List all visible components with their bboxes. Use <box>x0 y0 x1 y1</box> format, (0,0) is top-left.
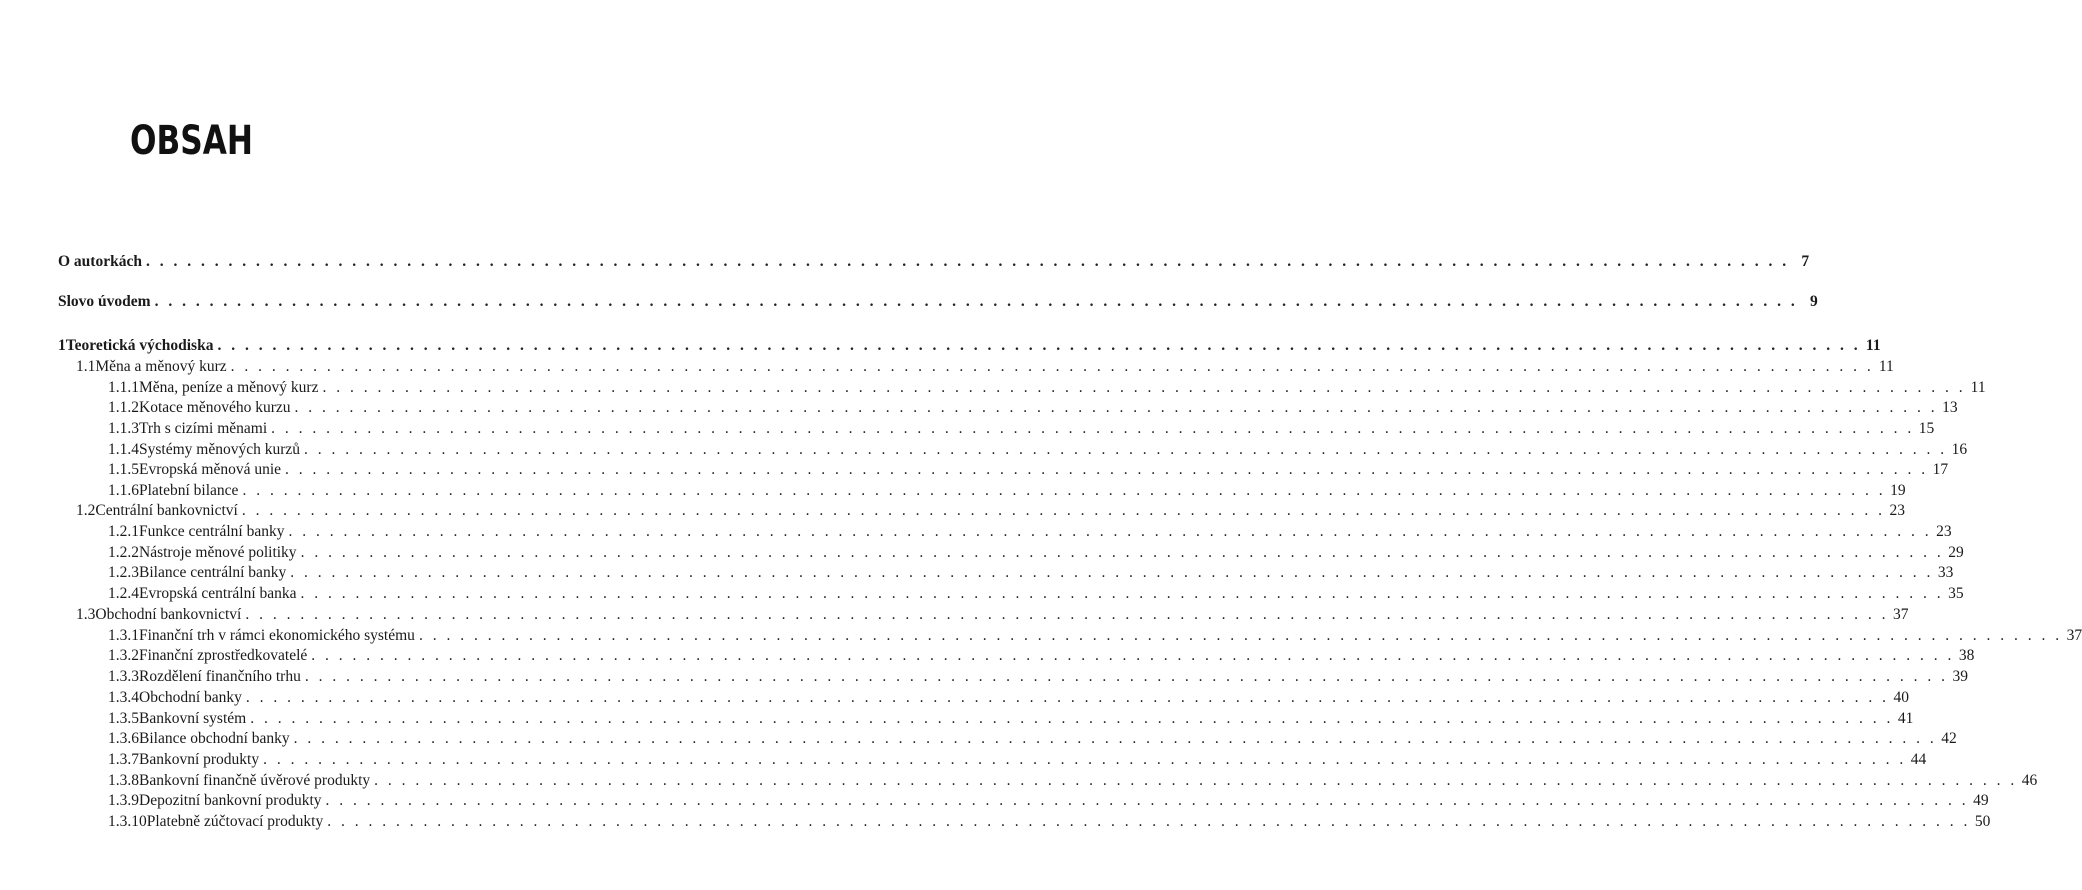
toc-entry-number: 1.3.4 <box>108 689 139 706</box>
toc-entry-page-number: 42 <box>1941 730 1957 747</box>
toc-entry <box>108 440 1968 460</box>
toc-entry-title: Depozitní bankovní produkty <box>139 792 322 809</box>
toc-entry-title: Nástroje měnové politiky <box>139 544 297 561</box>
dot-leader: . . . . . . . . . . . . . . . . . . . . . . . . . . . . . . . . . . . . . . . . . . . . . . . . . . . . . . . . . . . . . . . . . . . . . . . . . . . . . . . . . . . . . . . . . . . . . . . . . . . . . . . . . . . . . . . . . . . . . . . . <box>304 441 1948 458</box>
dot-leader: . . . . . . . . . . . . . . . . . . . . . . . . . . . . . . . . . . . . . . . . . . . . . . . . . . . . . . . . . . . . . . . . . . . . . . . . . . . . . . . . . . . . . . . . . . . . . . . . . . . . . . . . . . . . . . . . . . . . . . . . <box>290 564 1934 581</box>
toc-entry <box>108 584 1964 604</box>
toc-entry-page-number: 11 <box>1970 379 1986 396</box>
toc-entry <box>76 357 1894 377</box>
toc-entry-page-number: 11 <box>1878 358 1894 375</box>
toc-entry-title: Platebně zúčtovací produkty <box>146 813 324 830</box>
toc-entry-title: O autorkách <box>58 253 142 270</box>
toc-entry <box>108 522 1952 542</box>
toc-entry-page-number: 23 <box>1936 523 1952 540</box>
toc-entry <box>58 252 1810 272</box>
toc-entry-page-number: 40 <box>1893 689 1910 706</box>
toc-entry <box>108 563 1954 583</box>
toc-entry <box>108 709 1914 729</box>
toc-entry-page-number: 37 <box>2066 627 2082 644</box>
toc-entry-title: Teoretická východiska <box>65 337 214 354</box>
toc-entry-number: 1.2 <box>76 502 96 519</box>
toc-entry-title: Bankovní finančně úvěrové produkty <box>139 772 371 789</box>
toc-entry-number: 1.3.9 <box>108 792 139 809</box>
toc-entry-number: 1.3 <box>76 606 96 623</box>
toc-entry-title: Měna a měnový kurz <box>95 358 227 375</box>
toc-entry-number: 1.2.3 <box>108 564 139 581</box>
toc-entry-number: 1 <box>58 337 66 354</box>
toc-entry-page-number: 39 <box>1952 668 1968 685</box>
dot-leader: . . . . . . . . . . . . . . . . . . . . . . . . . . . . . . . . . . . . . . . . . . . . . . . . . . . . . . . . . . . . . . . . . . . . . . . . . . . . . . . . . . . . . . . . . . . . . . . . . . . . . . . . . . . . . . . . . . . . . . . . <box>245 606 1889 623</box>
dot-leader: . . . . . . . . . . . . . . . . . . . . . . . . . . . . . . . . . . . . . . . . . . . . . . . . . . . . . . . . . . . . . . . . . . . . . . . . . . . . . . . . . . . . . . . . . . . . . . . . . . . . . . . . . . . . . . . . . . . . . . . . <box>241 502 1885 519</box>
toc-entry-page-number: 41 <box>1897 710 1914 727</box>
toc-entry-number: 1.1.4 <box>108 441 139 458</box>
dot-leader: . . . . . . . . . . . . . . . . . . . . . . . . . . . . . . . . . . . . . . . . . . . . . . . . . . . . . . . . . . . . . . . . . . . . . . . . . . . . . . . . . . . . . . . . . . . . . . . . . . . . . . . . . . . . . . . . . . . . . . . . <box>300 585 1944 602</box>
toc-entry-title: Systémy měnových kurzů <box>139 441 301 458</box>
dot-leader: . . . . . . . . . . . . . . . . . . . . . . . . . . . . . . . . . . . . . . . . . . . . . . . . . . . . . . . . . . . . . . . . . . . . . . . . . . . . . . . . . . . . . . . . . . . . . . . . . . . . . . . . . . . . . . . . . . . . . . . . <box>145 253 1790 270</box>
toc-entry-number: 1.3.3 <box>108 668 139 685</box>
toc-entry-page-number: 35 <box>1948 585 1964 602</box>
dot-leader: . . . . . . . . . . . . . . . . . . . . . . . . . . . . . . . . . . . . . . . . . . . . . . . . . . . . . . . . . . . . . . . . . . . . . . . . . . . . . . . . . . . . . . . . . . . . . . . . . . . . . . . . . . . . . . . . . . . . . . . . <box>271 420 1915 437</box>
toc-entry <box>108 419 1935 439</box>
toc-entry-page-number: 16 <box>1951 441 1968 458</box>
dot-leader: . . . . . . . . . . . . . . . . . . . . . . . . . . . . . . . . . . . . . . . . . . . . . . . . . . . . . . . . . . . . . . . . . . . . . . . . . . . . . . . . . . . . . . . . . . . . . . . . . . . . . . . . . . . . . . . . . . . . . . . . <box>230 358 1874 375</box>
toc-entry-number: 1.3.1 <box>108 627 139 644</box>
toc-entry-title: Finanční trh v rámci ekonomického systému <box>139 627 415 644</box>
toc-entry-title: Evropská centrální banka <box>139 585 297 602</box>
toc-entry-number: 1.1.2 <box>108 399 139 416</box>
toc-entry-page-number: 33 <box>1937 564 1954 581</box>
dot-leader: . . . . . . . . . . . . . . . . . . . . . . . . . . . . . . . . . . . . . . . . . . . . . . . . . . . . . . . . . . . . . . . . . . . . . . . . . . . . . . . . . . . . . . . . . . . . . . . . . . . . . . . . . . . . . . . . . . . . . . . . <box>263 751 1907 768</box>
page-title: OBSAH <box>130 118 254 164</box>
toc-entry-title: Funkce centrální banky <box>139 523 285 540</box>
toc-entry-page-number: 38 <box>1958 647 1975 664</box>
dot-leader: . . . . . . . . . . . . . . . . . . . . . . . . . . . . . . . . . . . . . . . . . . . . . . . . . . . . . . . . . . . . . . . . . . . . . . . . . . . . . . . . . . . . . . . . . . . . . . . . . . . . . . . . . . . . . . . . . . . . . . . . <box>418 627 2063 644</box>
toc-entry <box>108 791 1989 811</box>
toc-entry-number: 1.1.3 <box>108 420 139 437</box>
toc-entry <box>108 626 2082 646</box>
toc-entry-title: Slovo úvodem <box>58 293 151 310</box>
dot-leader: . . . . . . . . . . . . . . . . . . . . . . . . . . . . . . . . . . . . . . . . . . . . . . . . . . . . . . . . . . . . . . . . . . . . . . . . . . . . . . . . . . . . . . . . . . . . . . . . . . . . . . . . . . . . . . . . . . . . . . . . <box>300 544 1944 561</box>
toc-entry <box>108 646 1975 666</box>
toc-entry-number: 1.3.8 <box>108 772 139 789</box>
toc-entry-title: Evropská měnová unie <box>139 461 282 478</box>
toc-entry-page-number: 9 <box>1809 293 1818 310</box>
dot-leader: . . . . . . . . . . . . . . . . . . . . . . . . . . . . . . . . . . . . . . . . . . . . . . . . . . . . . . . . . . . . . . . . . . . . . . . . . . . . . . . . . . . . . . . . . . . . . . . . . . . . . . . . . . . . . . . . . . . . . . . . <box>288 523 1932 540</box>
toc-entry-number: 1.1.1 <box>108 379 139 396</box>
dot-leader: . . . . . . . . . . . . . . . . . . . . . . . . . . . . . . . . . . . . . . . . . . . . . . . . . . . . . . . . . . . . . . . . . . . . . . . . . . . . . . . . . . . . . . . . . . . . . . . . . . . . . . . . . . . . . . . . . . . . . . . . <box>294 399 1938 416</box>
dot-leader: . . . . . . . . . . . . . . . . . . . . . . . . . . . . . . . . . . . . . . . . . . . . . . . . . . . . . . . . . . . . . . . . . . . . . . . . . . . . . . . . . . . . . . . . . . . . . . . . . . . . . . . . . . . . . . . . . . . . . . . . <box>154 293 1798 310</box>
dot-leader: . . . . . . . . . . . . . . . . . . . . . . . . . . . . . . . . . . . . . . . . . . . . . . . . . . . . . . . . . . . . . . . . . . . . . . . . . . . . . . . . . . . . . . . . . . . . . . . . . . . . . . . . . . . . . . . . . . . . . . . . <box>217 337 1861 354</box>
toc-entry <box>108 771 2038 791</box>
dot-leader: . . . . . . . . . . . . . . . . . . . . . . . . . . . . . . . . . . . . . . . . . . . . . . . . . . . . . . . . . . . . . . . . . . . . . . . . . . . . . . . . . . . . . . . . . . . . . . . . . . . . . . . . . . . . . . . . . . . . . . . . <box>322 379 1966 396</box>
dot-leader: . . . . . . . . . . . . . . . . . . . . . . . . . . . . . . . . . . . . . . . . . . . . . . . . . . . . . . . . . . . . . . . . . . . . . . . . . . . . . . . . . . . . . . . . . . . . . . . . . . . . . . . . . . . . . . . . . . . . . . . . <box>325 792 1969 809</box>
toc-entry-page-number: 44 <box>1910 751 1927 768</box>
toc-entry <box>108 688 1910 708</box>
toc-entry-number: 1.2.4 <box>108 585 139 602</box>
toc-entry-page-number: 11 <box>1865 337 1881 354</box>
toc-entry-number: 1.3.2 <box>108 647 139 664</box>
toc-entry-number: 1.3.10 <box>108 813 147 830</box>
dot-leader: . . . . . . . . . . . . . . . . . . . . . . . . . . . . . . . . . . . . . . . . . . . . . . . . . . . . . . . . . . . . . . . . . . . . . . . . . . . . . . . . . . . . . . . . . . . . . . . . . . . . . . . . . . . . . . . . . . . . . . . . <box>304 668 1948 685</box>
toc-entry-page-number: 49 <box>1973 792 1989 809</box>
toc-entry-title: Trh s cizími měnami <box>139 420 268 437</box>
toc-entry-number: 1.2.1 <box>108 523 139 540</box>
toc-entry-page-number: 46 <box>2021 772 2038 789</box>
toc-entry <box>108 481 1906 501</box>
dot-leader: . . . . . . . . . . . . . . . . . . . . . . . . . . . . . . . . . . . . . . . . . . . . . . . . . . . . . . . . . . . . . . . . . . . . . . . . . . . . . . . . . . . . . . . . . . . . . . . . . . . . . . . . . . . . . . . . . . . . . . . . <box>311 647 1955 664</box>
toc-entry-page-number: 50 <box>1974 813 1991 830</box>
toc-entry-title: Obchodní banky <box>139 689 242 706</box>
toc-entry <box>108 543 1964 563</box>
toc-entry <box>108 398 1958 418</box>
toc-entry <box>108 460 1949 480</box>
toc-entry <box>108 750 1927 770</box>
toc-entry-page-number: 37 <box>1892 606 1909 623</box>
toc-entry-number: 1.3.6 <box>108 730 139 747</box>
toc-entry-page-number: 7 <box>1801 253 1810 270</box>
toc-entry-page-number: 23 <box>1889 502 1905 519</box>
dot-leader: . . . . . . . . . . . . . . . . . . . . . . . . . . . . . . . . . . . . . . . . . . . . . . . . . . . . . . . . . . . . . . . . . . . . . . . . . . . . . . . . . . . . . . . . . . . . . . . . . . . . . . . . . . . . . . . . . . . . . . . . <box>293 730 1937 747</box>
toc-entry-title: Bilance obchodní banky <box>139 730 290 747</box>
toc-entry <box>108 378 1986 398</box>
toc-entry-number: 1.3.5 <box>108 710 139 727</box>
toc-entry-number: 1.1.5 <box>108 461 139 478</box>
toc-entry-title: Bankovní produkty <box>139 751 260 768</box>
toc-entry <box>108 812 1991 832</box>
dot-leader: . . . . . . . . . . . . . . . . . . . . . . . . . . . . . . . . . . . . . . . . . . . . . . . . . . . . . . . . . . . . . . . . . . . . . . . . . . . . . . . . . . . . . . . . . . . . . . . . . . . . . . . . . . . . . . . . . . . . . . . . <box>374 772 2018 789</box>
toc-entry-title: Platební bilance <box>139 482 239 499</box>
dot-leader: . . . . . . . . . . . . . . . . . . . . . . . . . . . . . . . . . . . . . . . . . . . . . . . . . . . . . . . . . . . . . . . . . . . . . . . . . . . . . . . . . . . . . . . . . . . . . . . . . . . . . . . . . . . . . . . . . . . . . . . . <box>242 482 1886 499</box>
toc-entry-title: Obchodní bankovnictví <box>95 606 242 623</box>
dot-leader: . . . . . . . . . . . . . . . . . . . . . . . . . . . . . . . . . . . . . . . . . . . . . . . . . . . . . . . . . . . . . . . . . . . . . . . . . . . . . . . . . . . . . . . . . . . . . . . . . . . . . . . . . . . . . . . . . . . . . . . . <box>245 689 1890 706</box>
toc-entry-number: 1.3.7 <box>108 751 139 768</box>
toc-entry-title: Bankovní systém <box>139 710 247 727</box>
toc-entry-page-number: 29 <box>1948 544 1964 561</box>
toc-entry-title: Měna, peníze a měnový kurz <box>139 379 319 396</box>
dot-leader: . . . . . . . . . . . . . . . . . . . . . . . . . . . . . . . . . . . . . . . . . . . . . . . . . . . . . . . . . . . . . . . . . . . . . . . . . . . . . . . . . . . . . . . . . . . . . . . . . . . . . . . . . . . . . . . . . . . . . . . . <box>250 710 1894 727</box>
toc-entry <box>58 292 1818 312</box>
toc-entry-number: 1.2.2 <box>108 544 139 561</box>
toc-entry-page-number: 15 <box>1918 420 1935 437</box>
toc-entry <box>108 667 1968 687</box>
toc-entry-page-number: 13 <box>1942 399 1958 416</box>
toc-entry-title: Kotace měnového kurzu <box>139 399 291 416</box>
dot-leader: . . . . . . . . . . . . . . . . . . . . . . . . . . . . . . . . . . . . . . . . . . . . . . . . . . . . . . . . . . . . . . . . . . . . . . . . . . . . . . . . . . . . . . . . . . . . . . . . . . . . . . . . . . . . . . . . . . . . . . . . <box>327 813 1971 830</box>
toc-entry-page-number: 17 <box>1932 461 1949 478</box>
toc-entry-title: Finanční zprostředkovatelé <box>139 647 308 664</box>
toc-entry-title: Centrální bankovnictví <box>95 502 238 519</box>
toc-entry <box>76 501 1905 521</box>
toc-entry-title: Rozdělení finančního trhu <box>139 668 301 685</box>
toc-entry <box>76 605 1909 625</box>
toc-entry <box>58 336 1881 356</box>
toc-entry-page-number: 19 <box>1890 482 1906 499</box>
toc-entry-number: 1.1.6 <box>108 482 139 499</box>
toc-entry-number: 1.1 <box>76 358 96 375</box>
dot-leader: . . . . . . . . . . . . . . . . . . . . . . . . . . . . . . . . . . . . . . . . . . . . . . . . . . . . . . . . . . . . . . . . . . . . . . . . . . . . . . . . . . . . . . . . . . . . . . . . . . . . . . . . . . . . . . . . . . . . . . . . <box>285 461 1929 478</box>
toc-entry-title: Bilance centrální banky <box>139 564 287 581</box>
toc-entry <box>108 729 1957 749</box>
